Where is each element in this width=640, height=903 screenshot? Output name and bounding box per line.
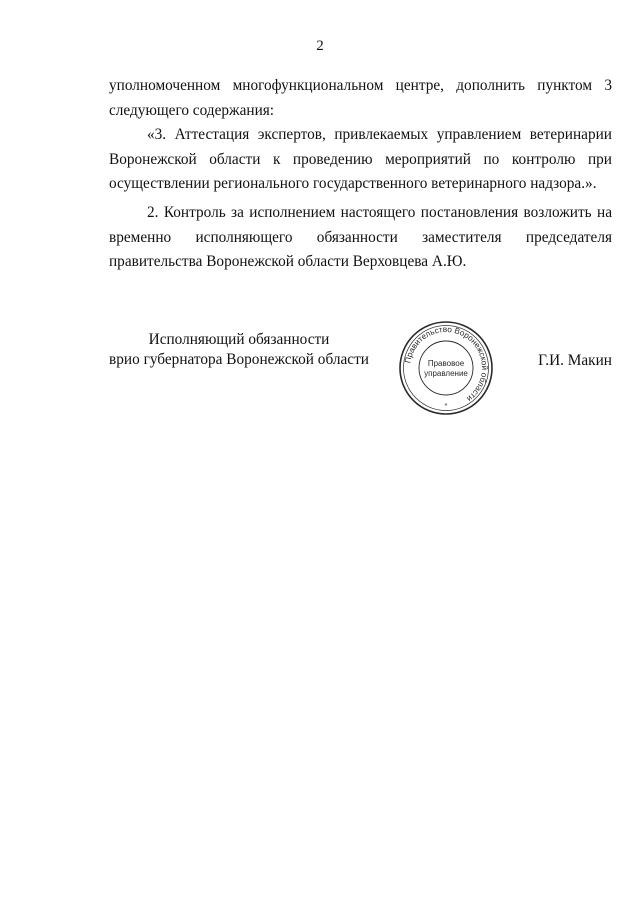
item2-line-3: правительства Воронежской области Верховцева А.Ю. (109, 253, 467, 270)
quote-line-2: Воронежской области к проведению мероприятий по контролю при (109, 150, 612, 168)
item2-line-1: 2. Контроль за исполнением настоящего постановления возложить на (147, 204, 612, 221)
quote-line-3: осуществлении регионального государственного ветеринарного надзора.». (109, 175, 597, 192)
signature-title-line-1: Исполняющий обязанности (148, 331, 330, 348)
signer-name: Г.И. Макин (538, 352, 612, 369)
signature-title (109, 330, 369, 370)
signature-title-line-2: врио губернатора Воронежской области (109, 351, 369, 368)
page-number: 2 (316, 38, 324, 54)
body-line-2: следующего содержания: (109, 101, 275, 119)
stamp-center-line-2: управление (424, 369, 468, 378)
stamp-ring-text: Правительство Воронежской области (403, 324, 490, 404)
official-stamp (396, 318, 496, 418)
stamp-bottom-mark: * (444, 403, 448, 410)
stamp-center-ring (419, 341, 473, 395)
stamp-center-line-1: Правовое (427, 359, 465, 368)
item2-line-2: временно исполняющего обязанности заместителя председателя (109, 228, 612, 246)
quote-line-1: «3. Аттестация экспертов, привлекаемых управлением ветеринарии (147, 126, 612, 143)
body-line-1: уполномоченном многофункциональном центре, дополнить пунктом 3 (109, 77, 612, 94)
stamp-outer-ring (400, 322, 492, 414)
